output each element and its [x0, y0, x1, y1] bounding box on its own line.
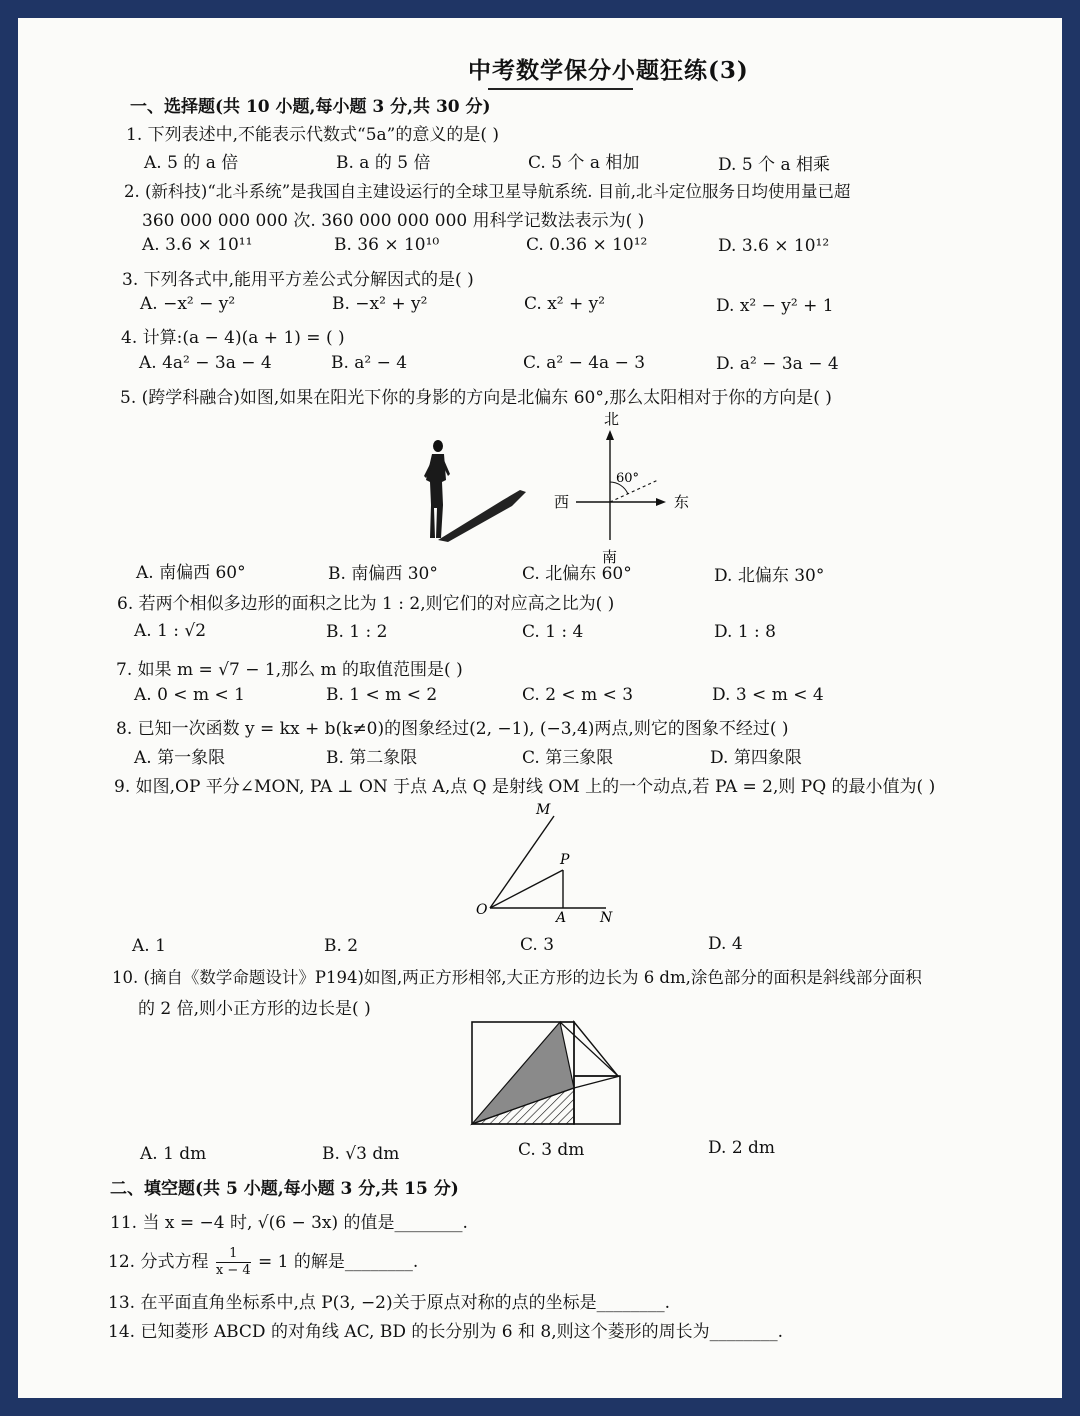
q13-text: 13. 在平面直角坐标系中,点 P(3, −2)关于原点对称的点的坐标是________.	[108, 1293, 671, 1313]
q5-option-a: A. 南偏西 60°	[136, 563, 246, 583]
small-square	[574, 1076, 620, 1124]
q4-option-c: C. a² − 4a − 3	[523, 353, 646, 373]
q7-option-d: D. 3 < m < 4	[712, 685, 824, 705]
q12-prefix: 12. 分式方程	[108, 1252, 209, 1272]
q10-stem-line2: 的 2 倍,则小正方形的边长是( )	[138, 999, 371, 1019]
q4-stem: 4. 计算:(a − 4)(a + 1) = ( )	[121, 328, 345, 348]
q1-option-c: C. 5 个 a 相加	[528, 153, 640, 173]
q12-denominator: x − 4	[215, 1263, 251, 1278]
q8-option-c: C. 第三象限	[522, 748, 614, 768]
compass-north-label: 北	[604, 410, 620, 428]
q9-option-d: D. 4	[708, 934, 743, 954]
title-underline	[488, 88, 633, 90]
q5-stem: 5. (跨学科融合)如图,如果在阳光下你的身影的方向是北偏东 60°,那么太阳相对于你的方向是( )	[120, 388, 832, 408]
compass-east-label: 东	[674, 493, 690, 511]
page-title: 中考数学保分小题狂练(3)	[468, 57, 749, 84]
q12-fraction	[216, 1246, 251, 1279]
q2-stem-line1: 2. (新科技)“北斗系统”是我国自主建设运行的全球卫星导航系统. 目前,北斗定位服务日均使用量已超	[124, 182, 851, 201]
q6-stem: 6. 若两个相似多边形的面积之比为 1 : 2,则它们的对应高之比为( )	[117, 594, 615, 614]
q10-option-a: A. 1 dm	[140, 1144, 207, 1164]
point-o-label: O	[476, 902, 488, 918]
q4-option-a: A. 4a² − 3a − 4	[139, 353, 272, 373]
q10-option-b: B. √3 dm	[322, 1144, 400, 1164]
q10-figure	[468, 1018, 658, 1130]
q2-option-d: D. 3.6 × 10¹²	[718, 236, 830, 256]
q1-option-a: A. 5 的 a 倍	[144, 153, 239, 173]
q5-option-c: C. 北偏东 60°	[522, 564, 632, 584]
q14-text: 14. 已知菱形 ABCD 的对角线 AC, BD 的长分别为 6 和 8,则这个菱形的周长为________.	[108, 1322, 784, 1342]
q10-option-d: D. 2 dm	[708, 1138, 776, 1158]
q3-option-a: A. −x² − y²	[140, 294, 236, 314]
section-1-heading: 一、选择题(共 10 小题,每小题 3 分,共 30 分)	[130, 97, 491, 117]
compass-west-label: 西	[554, 493, 570, 511]
q5-option-d: D. 北偏东 30°	[714, 566, 825, 586]
q10-stem-line1: 10. (摘自《数学命题设计》P194)如图,两正方形相邻,大正方形的边长为 6 dm,涂色部分的面积是斜线部分面积	[112, 968, 922, 987]
q2-option-c: C. 0.36 × 10¹²	[526, 235, 648, 255]
q9-stem: 9. 如图,OP 平分∠MON, PA ⊥ ON 于点 A,点 Q 是射线 OM 上的一个动点,若 PA = 2,则 PQ 的最小值为( )	[114, 777, 936, 797]
compass-south-label: 南	[602, 548, 618, 566]
q7-option-b: B. 1 < m < 2	[326, 685, 438, 705]
q7-option-a: A. 0 < m < 1	[134, 685, 245, 705]
q3-option-d: D. x² − y² + 1	[716, 296, 834, 316]
q4-option-d: D. a² − 3a − 4	[716, 354, 839, 374]
q3-stem: 3. 下列各式中,能用平方差公式分解因式的是( )	[122, 270, 474, 290]
q9-option-b: B. 2	[324, 936, 359, 956]
q5-option-b: B. 南偏西 30°	[328, 564, 438, 584]
q2-stem-line2: 360 000 000 000 次. 360 000 000 000 用科学记数法表示为( )	[142, 211, 645, 231]
q2-option-a: A. 3.6 × 10¹¹	[142, 235, 253, 255]
shadow-figure	[438, 490, 526, 542]
angle-label: 60°	[616, 471, 640, 486]
section-2-heading: 二、填空题(共 5 小题,每小题 3 分,共 15 分)	[110, 1179, 459, 1199]
q9-option-a: A. 1	[132, 936, 166, 956]
q12-suffix: = 1 的解是________.	[258, 1252, 419, 1272]
point-p-label: P	[560, 852, 570, 868]
q7-stem: 7. 如果 m = √7 − 1,那么 m 的取值范围是( )	[116, 660, 463, 680]
q7-option-c: C. 2 < m < 3	[522, 685, 634, 705]
compass-diagram	[554, 410, 689, 566]
q6-option-d: D. 1 : 8	[714, 622, 776, 642]
q1-option-b: B. a 的 5 倍	[336, 153, 431, 173]
exam-page	[18, 18, 1062, 1398]
q1-stem: 1. 下列表述中,不能表示代数式“5a”的意义的是( )	[126, 125, 500, 145]
q6-option-a: A. 1 : √2	[134, 621, 207, 641]
q9-figure	[468, 798, 628, 928]
q9-option-c: C. 3	[520, 935, 555, 955]
q12-text	[108, 1246, 418, 1279]
q6-option-c: C. 1 : 4	[522, 622, 584, 642]
q1-option-d: D. 5 个 a 相乘	[718, 155, 830, 175]
point-n-label: N	[600, 910, 613, 926]
point-m-label: M	[536, 802, 551, 818]
q3-option-b: B. −x² + y²	[332, 294, 428, 314]
q8-option-d: D. 第四象限	[710, 748, 802, 768]
q5-figure	[408, 410, 708, 566]
q8-stem: 8. 已知一次函数 y = kx + b(k≠0)的图象经过(2, −1), (−3,4)两点,则它的图象不经过( )	[116, 719, 789, 739]
person-figure	[424, 440, 450, 538]
q2-option-b: B. 36 × 10¹⁰	[334, 235, 440, 255]
q12-numerator: 1	[216, 1246, 251, 1263]
point-a-label: A	[556, 910, 567, 926]
q10-option-c: C. 3 dm	[518, 1140, 585, 1160]
q6-option-b: B. 1 : 2	[326, 622, 388, 642]
q8-option-a: A. 第一象限	[134, 748, 226, 768]
q11-text: 11. 当 x = −4 时, √(6 − 3x) 的值是________.	[110, 1213, 468, 1233]
q8-option-b: B. 第二象限	[326, 748, 418, 768]
q4-option-b: B. a² − 4	[331, 353, 408, 373]
q3-option-c: C. x² + y²	[524, 294, 606, 314]
